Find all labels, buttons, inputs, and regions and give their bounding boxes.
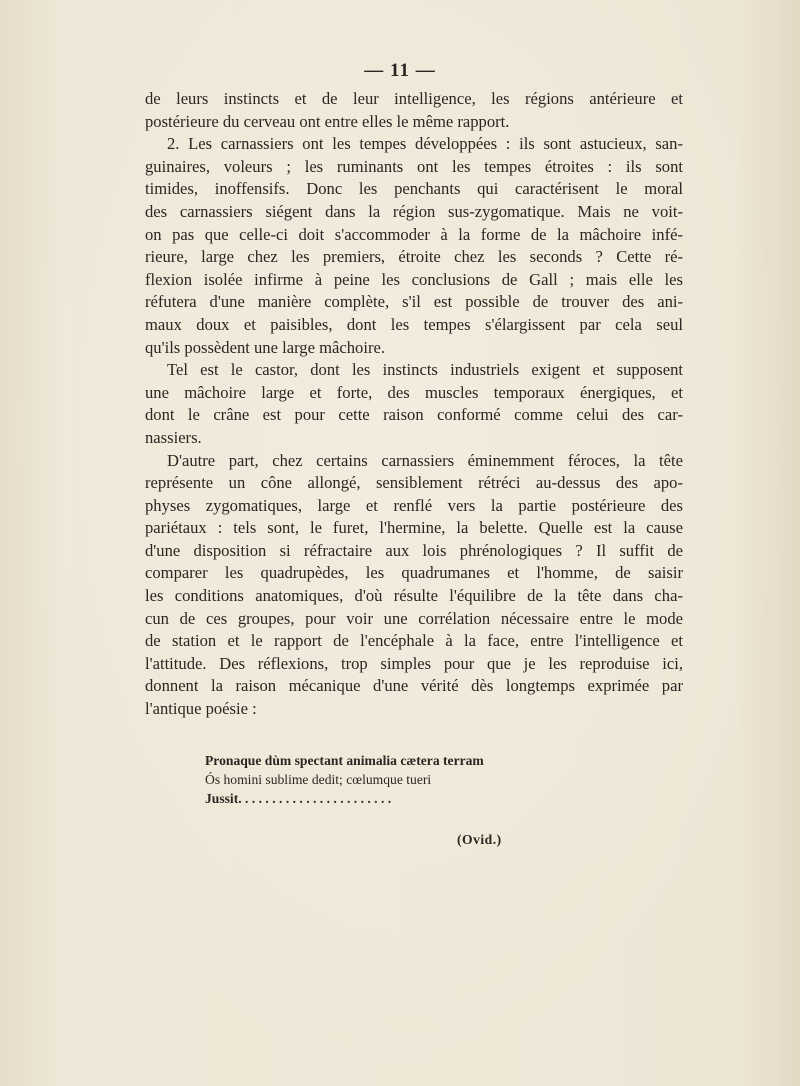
page-number: — 11 — xyxy=(364,60,436,81)
text-line: physes zygomatiques, large et renflé vers la partie postérieure des xyxy=(145,495,683,515)
body-text xyxy=(145,88,683,721)
text-line: rieure, large chez les premiers, étroite chez les seconds ? Cette ré- xyxy=(145,247,683,267)
quote-line: Pronaque dùm spectant animalia cætera terram xyxy=(205,753,484,768)
text-line: D'autre part, chez certains carnassiers éminemment féroces, la tête xyxy=(167,450,683,470)
quote-line: Ós homini sublime dedit; cœlumque tueri xyxy=(205,772,432,787)
quote-attribution: (Ovid.) xyxy=(457,832,502,847)
quote-line: Jussit. . . . . . . . . . . . . . . . . . . . . . . xyxy=(205,791,392,806)
text-line: donnent la raison mécanique d'une vérité dès longtemps exprimée par xyxy=(145,676,683,696)
text-line: de station et le rapport de l'encéphale à la face, entre l'intelligence et xyxy=(145,631,683,651)
text-line: timides, inoffensifs. Donc les penchants qui caractérisent le moral xyxy=(145,179,683,199)
text-line: des carnassiers siégent dans la région sus-zygomatique. Mais ne voit- xyxy=(145,201,683,221)
text-line: d'une disposition si réfractaire aux lois phrénologiques ? Il suffit de xyxy=(145,540,683,560)
text-line: représente un cône allongé, sensiblement rétréci au-dessus des apo- xyxy=(145,473,683,493)
latin-quote xyxy=(205,751,535,808)
text-line: pariétaux : tels sont, le furet, l'hermine, la belette. Quelle est la cause xyxy=(145,518,683,538)
text-line: de leurs instincts et de leur intelligence, les régions antérieure et xyxy=(145,89,683,108)
text-line: Tel est le castor, dont les instincts industriels exigent et supposent xyxy=(167,360,683,380)
text-line: guinaires, voleurs ; les ruminants ont les tempes étroites : ils sont xyxy=(145,156,683,176)
text-line: cun de ces groupes, pour voir une corrélation nécessaire entre le mode xyxy=(145,608,683,628)
text-line: 2. Les carnassiers ont les tempes développées : ils sont astucieux, san- xyxy=(167,134,683,154)
text-line: comparer les quadrupèdes, les quadrumanes et l'homme, de saisir xyxy=(145,563,683,583)
text-line: maux doux et paisibles, dont les tempes s'élargissent par cela seul xyxy=(145,314,683,334)
text-line: qu'ils possèdent une large mâchoire. xyxy=(145,337,386,357)
text-line: on pas que celle-ci doit s'accommoder à la forme de la mâchoire infé- xyxy=(145,224,683,244)
text-line: dont le crâne est pour cette raison conformé comme celui des car- xyxy=(145,405,683,425)
text-line: les conditions anatomiques, d'où résulte l'équilibre de la tête dans cha- xyxy=(145,586,683,606)
text-line: réfutera d'une manière complète, s'il est possible de trouver des ani- xyxy=(145,292,683,312)
text-line: flexion isolée infirme à peine les conclusions de Gall ; mais elle les xyxy=(145,269,683,289)
text-line: une mâchoire large et forte, des muscles temporaux énergiques, et xyxy=(145,382,683,402)
text-line: l'attitude. Des réflexions, trop simples pour que je les reproduise ici, xyxy=(145,653,683,673)
text-line: postérieure du cerveau ont entre elles le même rapport. xyxy=(145,111,510,131)
text-line: l'antique poésie : xyxy=(145,699,257,719)
text-line: nassiers. xyxy=(145,427,202,447)
